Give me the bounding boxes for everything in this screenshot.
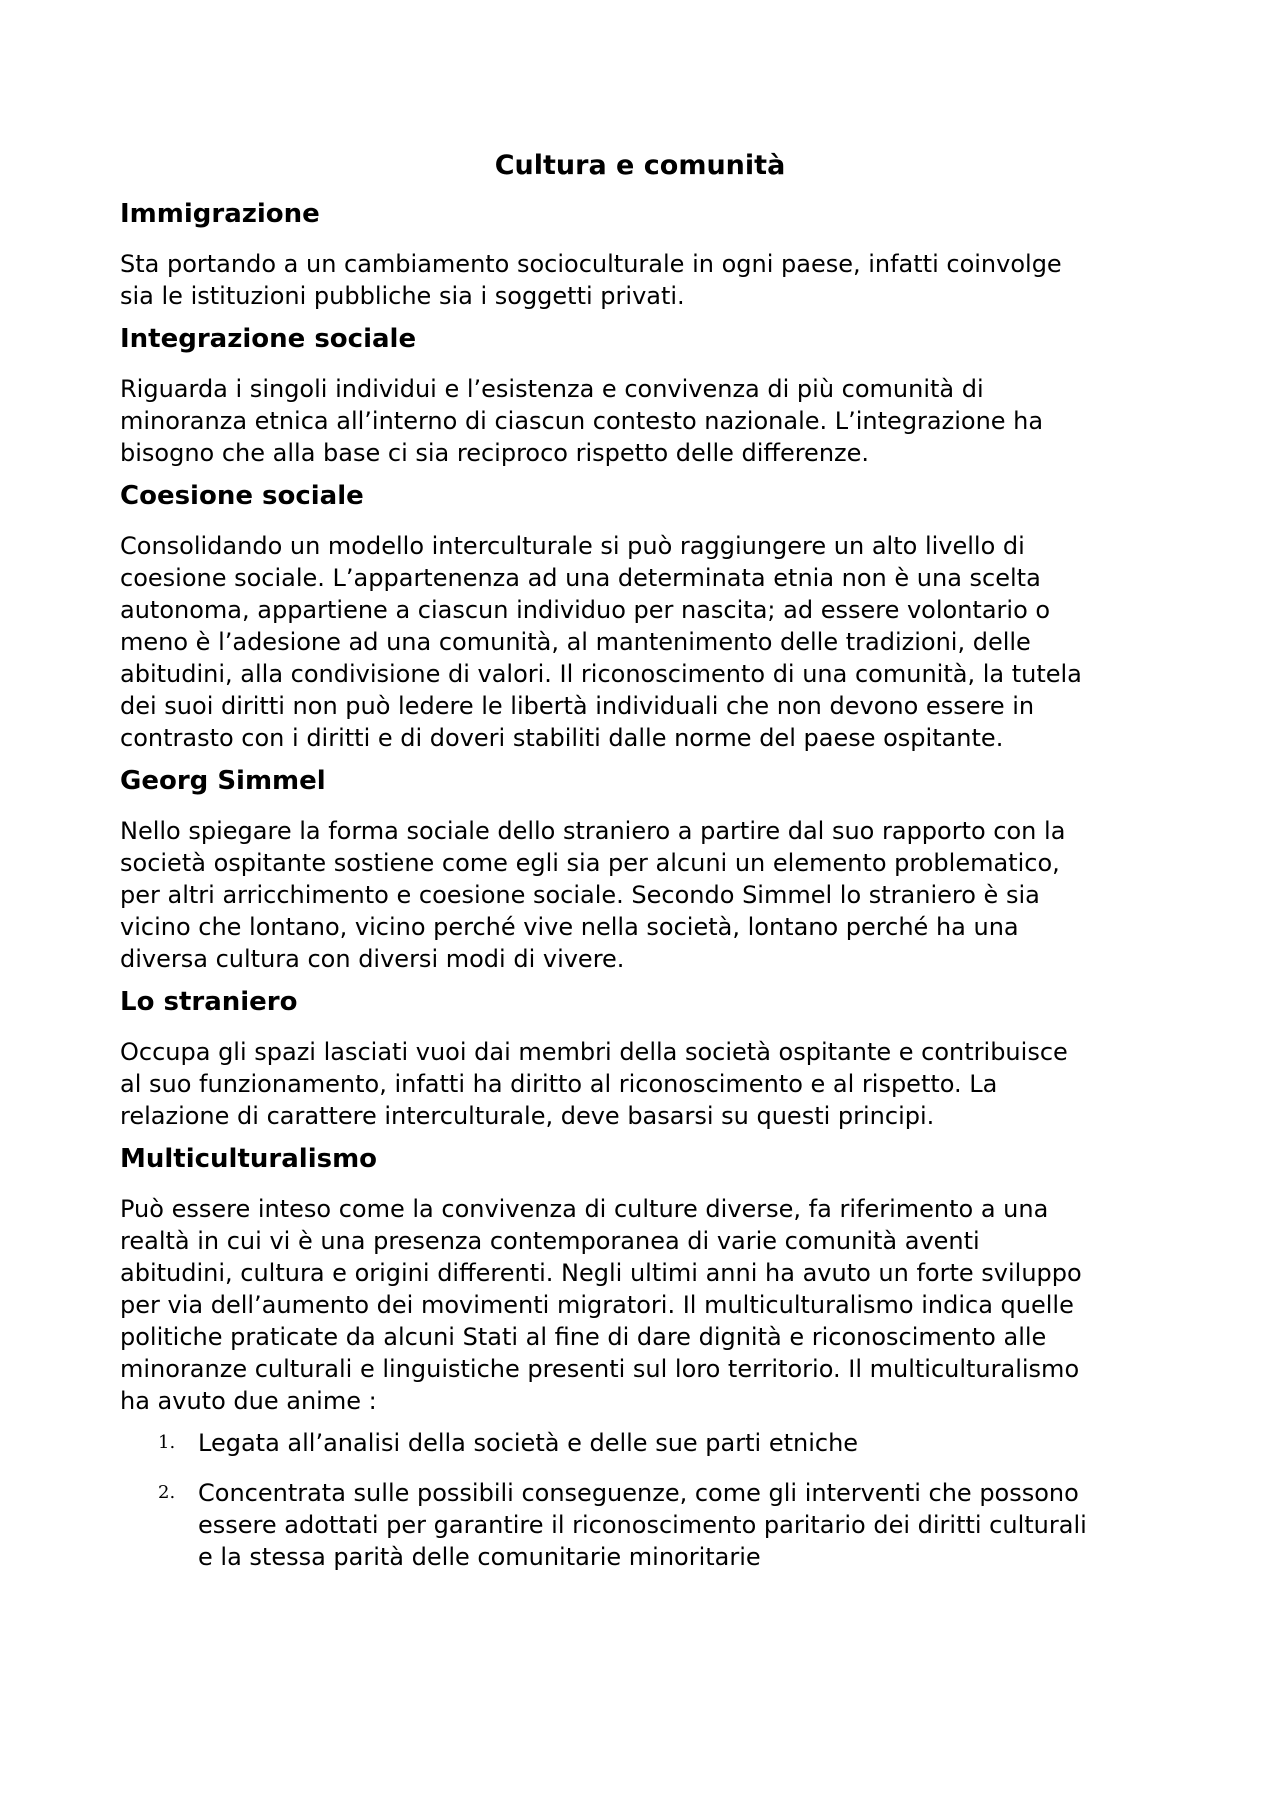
text-line: Sta portando a un cambiamento socioculturale in ogni paese, infatti coinvolge <box>120 250 1062 278</box>
text-line: Concentrata sulle possibili conseguenze, come gli interventi che possono <box>198 1479 1079 1507</box>
text-line: abitudini, cultura e origini differenti. Negli ultimi anni ha avuto un forte sviluppo <box>120 1259 1082 1287</box>
text-line: vicino che lontano, vicino perché vive nella società, lontano perché ha una <box>120 913 1019 941</box>
text-line: minoranza etnica all’interno di ciascun contesto nazionale. L’integrazione ha <box>120 407 1044 435</box>
section-paragraph <box>120 248 1160 312</box>
text-line: per altri arricchimento e coesione sociale. Secondo Simmel lo straniero è sia <box>120 881 1040 909</box>
text-line: politiche praticate da alcuni Stati al fine di dare dignità e riconoscimento alle <box>120 1323 1047 1351</box>
text-line: Occupa gli spazi lasciati vuoi dai membri della società ospitante e contribuisce <box>120 1038 1068 1066</box>
list-number: 2. <box>158 1482 176 1503</box>
text-line: autonoma, appartiene a ciascun individuo per nascita; ad essere volontario o <box>120 596 1051 624</box>
text-line: Consolidando un modello interculturale si può raggiungere un alto livello di <box>120 532 1025 560</box>
text-line: bisogno che alla base ci sia reciproco rispetto delle differenze. <box>120 439 870 467</box>
section-paragraph <box>120 815 1160 975</box>
text-line: coesione sociale. L’appartenenza ad una determinata etnia non è una scelta <box>120 564 1041 592</box>
text-line: per via dell’aumento dei movimenti migratori. Il multiculturalismo indica quelle <box>120 1291 1074 1319</box>
text-line: meno è l’adesione ad una comunità, al mantenimento delle tradizioni, delle <box>120 628 1031 656</box>
text-line: minoranze culturali e linguistiche presenti sul loro territorio. Il multiculturalismo <box>120 1355 1080 1383</box>
text-line: essere adottati per garantire il riconoscimento paritario dei diritti culturali <box>198 1511 1087 1539</box>
section-heading: Georg Simmel <box>120 766 326 796</box>
list-item <box>120 1427 1160 1459</box>
text-line: ha avuto due anime : <box>120 1387 377 1415</box>
text-line: sia le istituzioni pubbliche sia i soggetti privati. <box>120 282 685 310</box>
section-heading: Multiculturalismo <box>120 1144 378 1174</box>
section-coesione-sociale <box>120 475 1160 754</box>
text-line: e la stessa parità delle comunitarie minoritarie <box>198 1543 761 1571</box>
section-paragraph <box>120 1036 1160 1132</box>
section-paragraph <box>120 1193 1160 1417</box>
section-immigrazione <box>120 193 1160 312</box>
section-heading: Lo straniero <box>120 987 298 1017</box>
text-line: abitudini, alla condivisione di valori. Il riconoscimento di una comunità, la tutela <box>120 660 1082 688</box>
section-heading: Immigrazione <box>120 199 320 229</box>
text-line: relazione di carattere interculturale, deve basarsi su questi principi. <box>120 1102 935 1130</box>
text-line: realtà in cui vi è una presenza contemporanea di varie comunità aventi <box>120 1227 980 1255</box>
text-line: dei suoi diritti non può ledere le libertà individuali che non devono essere in <box>120 692 1035 720</box>
section-heading: Integrazione sociale <box>120 324 417 354</box>
list-number: 1. <box>158 1432 176 1453</box>
text-line: contrasto con i diritti e di doveri stabiliti dalle norme del paese ospitante. <box>120 724 1004 752</box>
text-line: Legata all’analisi della società e delle sue parti etniche <box>198 1429 859 1457</box>
section-lo-straniero <box>120 981 1160 1132</box>
text-line: diversa cultura con diversi modi di vivere. <box>120 945 625 973</box>
section-heading: Coesione sociale <box>120 481 364 511</box>
document-title: Cultura e comunità <box>494 150 786 181</box>
list-item <box>120 1477 1160 1573</box>
section-integrazione-sociale <box>120 318 1160 469</box>
text-line: Può essere inteso come la convivenza di culture diverse, fa riferimento a una <box>120 1195 1049 1223</box>
section-paragraph <box>120 530 1160 754</box>
text-line: società ospitante sostiene come egli sia per alcuni un elemento problematico, <box>120 849 1060 877</box>
text-line: Nello spiegare la forma sociale dello straniero a partire dal suo rapporto con la <box>120 817 1066 845</box>
text-line: Riguarda i singoli individui e l’esistenza e convivenza di più comunità di <box>120 375 984 403</box>
section-georg-simmel <box>120 760 1160 975</box>
text-line: al suo funzionamento, infatti ha diritto al riconoscimento e al rispetto. La <box>120 1070 998 1098</box>
section-paragraph <box>120 373 1160 469</box>
numbered-list <box>120 1427 1160 1573</box>
section-multiculturalismo <box>120 1138 1160 1573</box>
